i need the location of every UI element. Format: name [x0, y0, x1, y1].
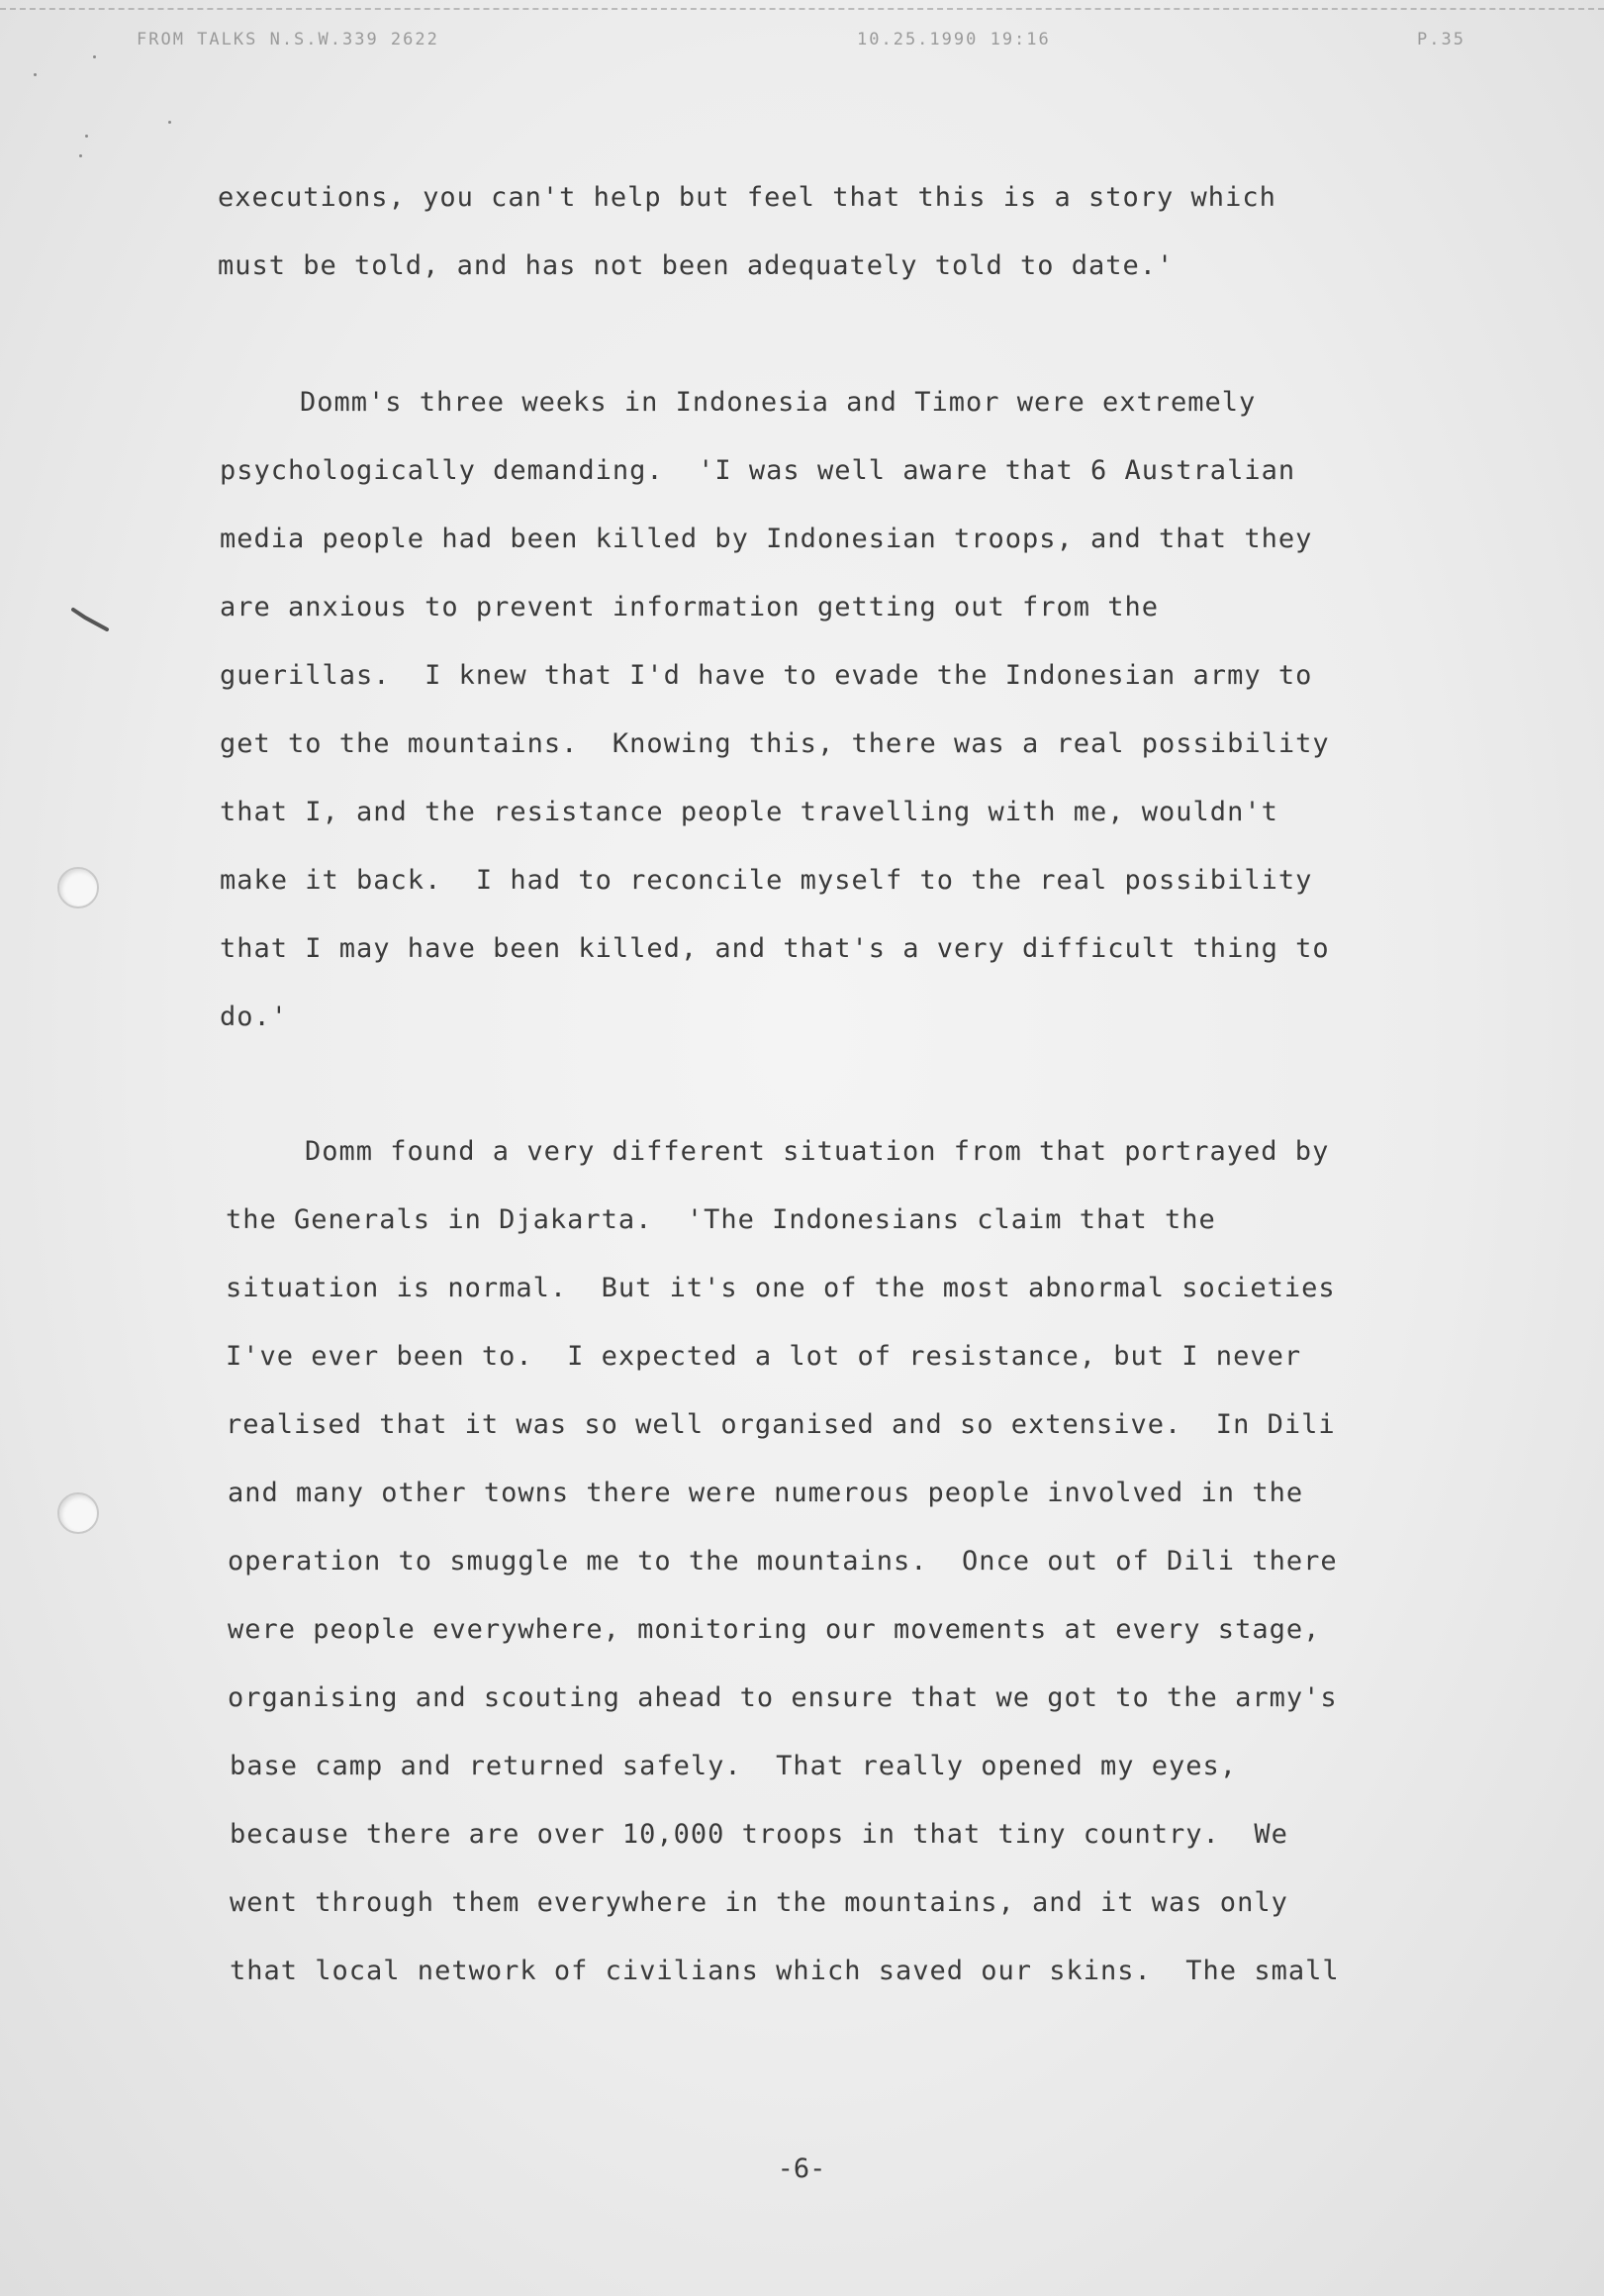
text-line: the Generals in Djakarta. 'The Indonesians claim that the [226, 1204, 1216, 1235]
text-line: I've ever been to. I expected a lot of resistance, but I never [226, 1341, 1302, 1372]
text-line: psychologically demanding. 'I was well aware that 6 Australian [220, 455, 1296, 486]
text-line: guerillas. I knew that I'd have to evade the Indonesian army to [220, 660, 1313, 691]
text-line: Domm's three weeks in Indonesia and Timor were extremely [300, 387, 1257, 418]
page-number: -6- [777, 2153, 826, 2184]
text-line: executions, you can't help but feel that this is a story which [218, 182, 1276, 213]
text-line: because there are over 10,000 troops in that tiny country. We [230, 1819, 1288, 1850]
text-line: must be told, and has not been adequately told to date.' [218, 250, 1175, 281]
text-line: make it back. I had to reconcile myself to the real possibility [220, 865, 1313, 896]
text-line: realised that it was so well organised and so extensive. In Dili [226, 1409, 1336, 1440]
text-line: organising and scouting ahead to ensure that we got to the army's [228, 1682, 1338, 1713]
text-line: media people had been killed by Indonesian troops, and that they [220, 524, 1313, 554]
text-line: that I may have been killed, and that's a very difficult thing to [220, 933, 1330, 964]
text-line: were people everywhere, monitoring our movements at every stage, [228, 1614, 1321, 1645]
text-line: that local network of civilians which saved our skins. The small [230, 1956, 1340, 1986]
text-line: and many other towns there were numerous people involved in the [228, 1478, 1304, 1508]
text-line: situation is normal. But it's one of the most abnormal societies [226, 1273, 1336, 1303]
fax-header-datetime: 10.25.1990 19:16 [857, 30, 1051, 49]
text-line: Domm found a very different situation from that portrayed by [305, 1136, 1330, 1167]
text-line: do.' [220, 1002, 289, 1032]
text-line: base camp and returned safely. That really opened my eyes, [230, 1751, 1238, 1781]
text-line: get to the mountains. Knowing this, there was a real possibility [220, 728, 1330, 759]
text-line: operation to smuggle me to the mountains. Once out of Dili there [228, 1546, 1338, 1577]
fax-header-from: FROM TALKS N.S.W.339 2622 [137, 30, 439, 49]
text-line: went through them everywhere in the mountains, and it was only [230, 1887, 1288, 1918]
text-line: are anxious to prevent information getting out from the [220, 592, 1160, 622]
text-line: that I, and the resistance people travelling with me, wouldn't [220, 797, 1278, 827]
fax-header-page-ref: P.35 [1417, 30, 1465, 49]
